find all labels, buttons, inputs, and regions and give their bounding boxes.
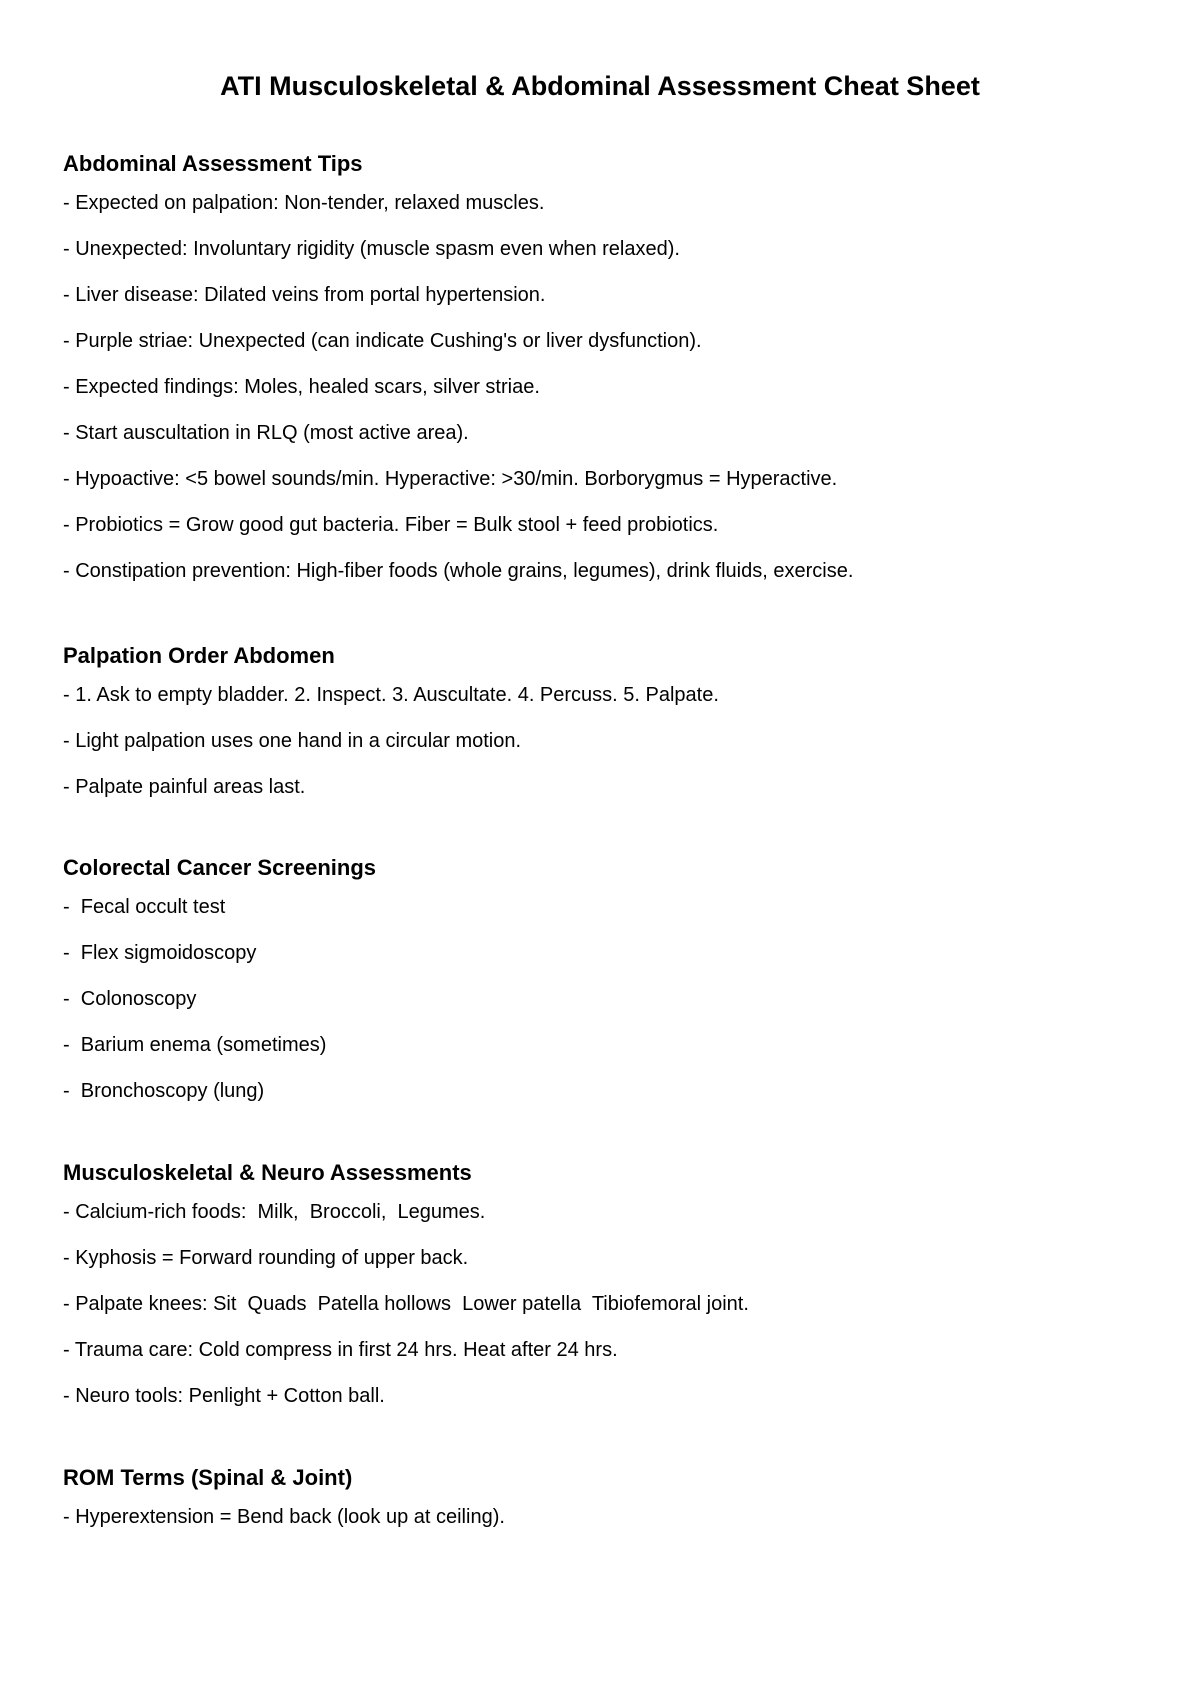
section-heading: Palpation Order Abdomen	[63, 643, 335, 668]
list-item: - Hypoactive: <5 bowel sounds/min. Hyperactive: >30/min. Borborygmus = Hyperactive.	[63, 468, 838, 490]
list-item: - Kyphosis = Forward rounding of upper back.	[63, 1247, 469, 1269]
list-item: - Bronchoscopy (lung)	[63, 1080, 265, 1102]
section-palpation-order	[63, 640, 1143, 818]
bullet-list	[63, 1502, 1143, 1548]
list-item: - 1. Ask to empty bladder. 2. Inspect. 3. Auscultate. 4. Percuss. 5. Palpate.	[63, 684, 719, 706]
list-item: - Fecal occult test	[63, 896, 226, 918]
section-heading: Musculoskeletal & Neuro Assessments	[63, 1160, 472, 1185]
list-item: - Constipation prevention: High-fiber foods (whole grains, legumes), drink fluids, exercise.	[63, 560, 854, 582]
list-item: - Trauma care: Cold compress in first 24 hrs. Heat after 24 hrs.	[63, 1339, 618, 1361]
section-colorectal-cancer-screenings	[63, 852, 1143, 1122]
document-title: ATI Musculoskeletal & Abdominal Assessment Cheat Sheet	[220, 71, 980, 101]
list-item: - Start auscultation in RLQ (most active area).	[63, 422, 469, 444]
section-musculoskeletal-neuro	[63, 1157, 1143, 1427]
bullet-list	[63, 680, 1143, 818]
list-item: - Expected on palpation: Non-tender, relaxed muscles.	[63, 192, 545, 214]
list-item: - Probiotics = Grow good gut bacteria. Fiber = Bulk stool + feed probiotics.	[63, 514, 719, 536]
bullet-list	[63, 188, 1143, 602]
section-rom-terms	[63, 1462, 1143, 1548]
section-abdominal-assessment-tips	[63, 148, 1143, 602]
list-item: - Flex sigmoidoscopy	[63, 942, 257, 964]
section-heading: ROM Terms (Spinal & Joint)	[63, 1465, 353, 1490]
list-item: - Hyperextension = Bend back (look up at ceiling).	[63, 1506, 505, 1528]
list-item: - Purple striae: Unexpected (can indicate Cushing's or liver dysfunction).	[63, 330, 702, 352]
list-item: - Calcium-rich foods: Milk, Broccoli, Legumes.	[63, 1201, 486, 1223]
bullet-list	[63, 1197, 1143, 1427]
list-item: - Palpate painful areas last.	[63, 776, 306, 798]
list-item: - Colonoscopy	[63, 988, 197, 1010]
list-item: - Neuro tools: Penlight + Cotton ball.	[63, 1385, 385, 1407]
list-item: - Barium enema (sometimes)	[63, 1034, 327, 1056]
list-item: - Light palpation uses one hand in a circular motion.	[63, 730, 522, 752]
section-heading: Colorectal Cancer Screenings	[63, 855, 377, 880]
list-item: - Liver disease: Dilated veins from portal hypertension.	[63, 284, 546, 306]
section-heading: Abdominal Assessment Tips	[63, 151, 363, 176]
bullet-list	[63, 892, 1143, 1122]
list-item: - Unexpected: Involuntary rigidity (muscle spasm even when relaxed).	[63, 238, 680, 260]
list-item: - Expected findings: Moles, healed scars, silver striae.	[63, 376, 540, 398]
list-item: - Palpate knees: Sit Quads Patella hollows Lower patella Tibiofemoral joint.	[63, 1293, 749, 1315]
